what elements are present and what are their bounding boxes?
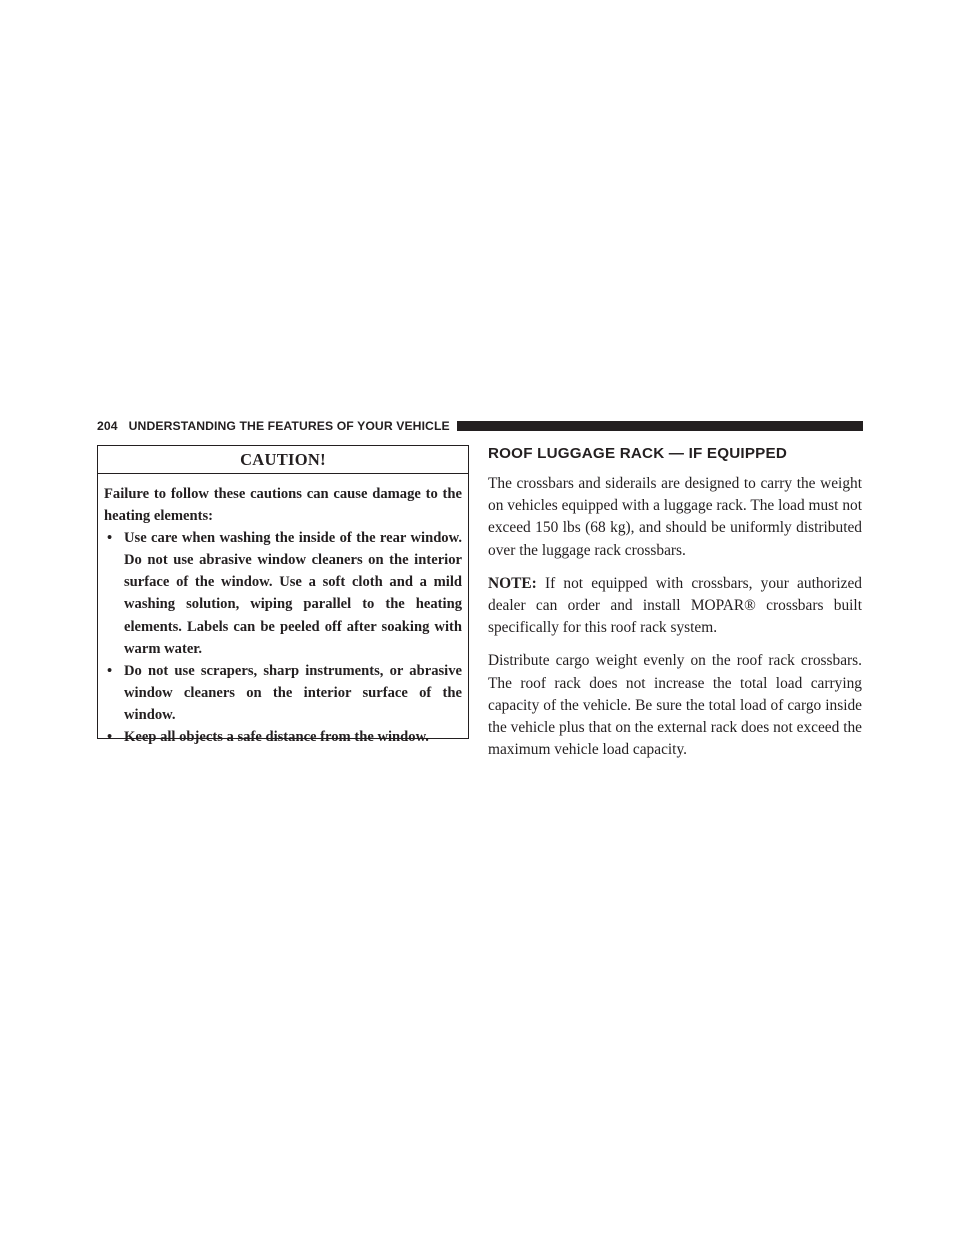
section-title: UNDERSTANDING THE FEATURES OF YOUR VEHICLE [128, 419, 450, 433]
caution-bullet-item [104, 726, 462, 748]
page-number: 204 [97, 419, 118, 433]
caution-bullet-item [104, 660, 462, 726]
note-text: If not equipped with crossbars, your authorized dealer can order and install MOPAR® crossbars built specifically for this roof rack system. [488, 574, 862, 637]
bullet-icon: • [107, 662, 113, 679]
caution-bullet-item [104, 527, 462, 660]
page-header [97, 418, 863, 434]
caution-bullet-text: Use care when washing the inside of the rear window. Do not use abrasive window cleaners on the interior surface of the window. Use a soft cloth and a mild washing solution, wiping parallel to the heating elements. Labels can be peeled off after soaking with warm water. [124, 530, 462, 657]
caution-bullet-list [104, 527, 462, 748]
roof-rack-paragraph: The crossbars and siderails are designed to carry the weight on vehicles equipped with a luggage rack. The load must not exceed 150 lbs (68 kg), and should be uniformly distributed over the luggage rack crossbars. [488, 475, 862, 559]
caution-body [98, 474, 468, 748]
caution-box [97, 445, 469, 746]
caution-title: CAUTION! [98, 446, 468, 474]
roof-rack-heading: ROOF LUGGAGE RACK — IF EQUIPPED [488, 445, 787, 462]
roof-rack-section [488, 444, 862, 772]
caution-intro: Failure to follow these cautions can cause damage to the heating elements: [104, 486, 462, 525]
caution-bullet-text: Do not use scrapers, sharp instruments, or abrasive window cleaners on the interior surface of the window. [124, 662, 462, 723]
bullet-icon: • [107, 729, 113, 746]
note-label: NOTE: [488, 574, 537, 592]
header-rule-bar [457, 421, 863, 431]
note-paragraph [488, 573, 862, 640]
cargo-paragraph: Distribute cargo weight evenly on the roof rack crossbars. The roof rack does not increase the total load carrying capacity of the vehicle. Be sure the total load of cargo inside the vehicle plus that on the external rack does not exceed the maximum vehicle load capacity. [488, 652, 862, 759]
caution-bullet-text: Keep all objects a safe distance from the window. [124, 729, 429, 746]
bullet-icon: • [107, 530, 113, 547]
